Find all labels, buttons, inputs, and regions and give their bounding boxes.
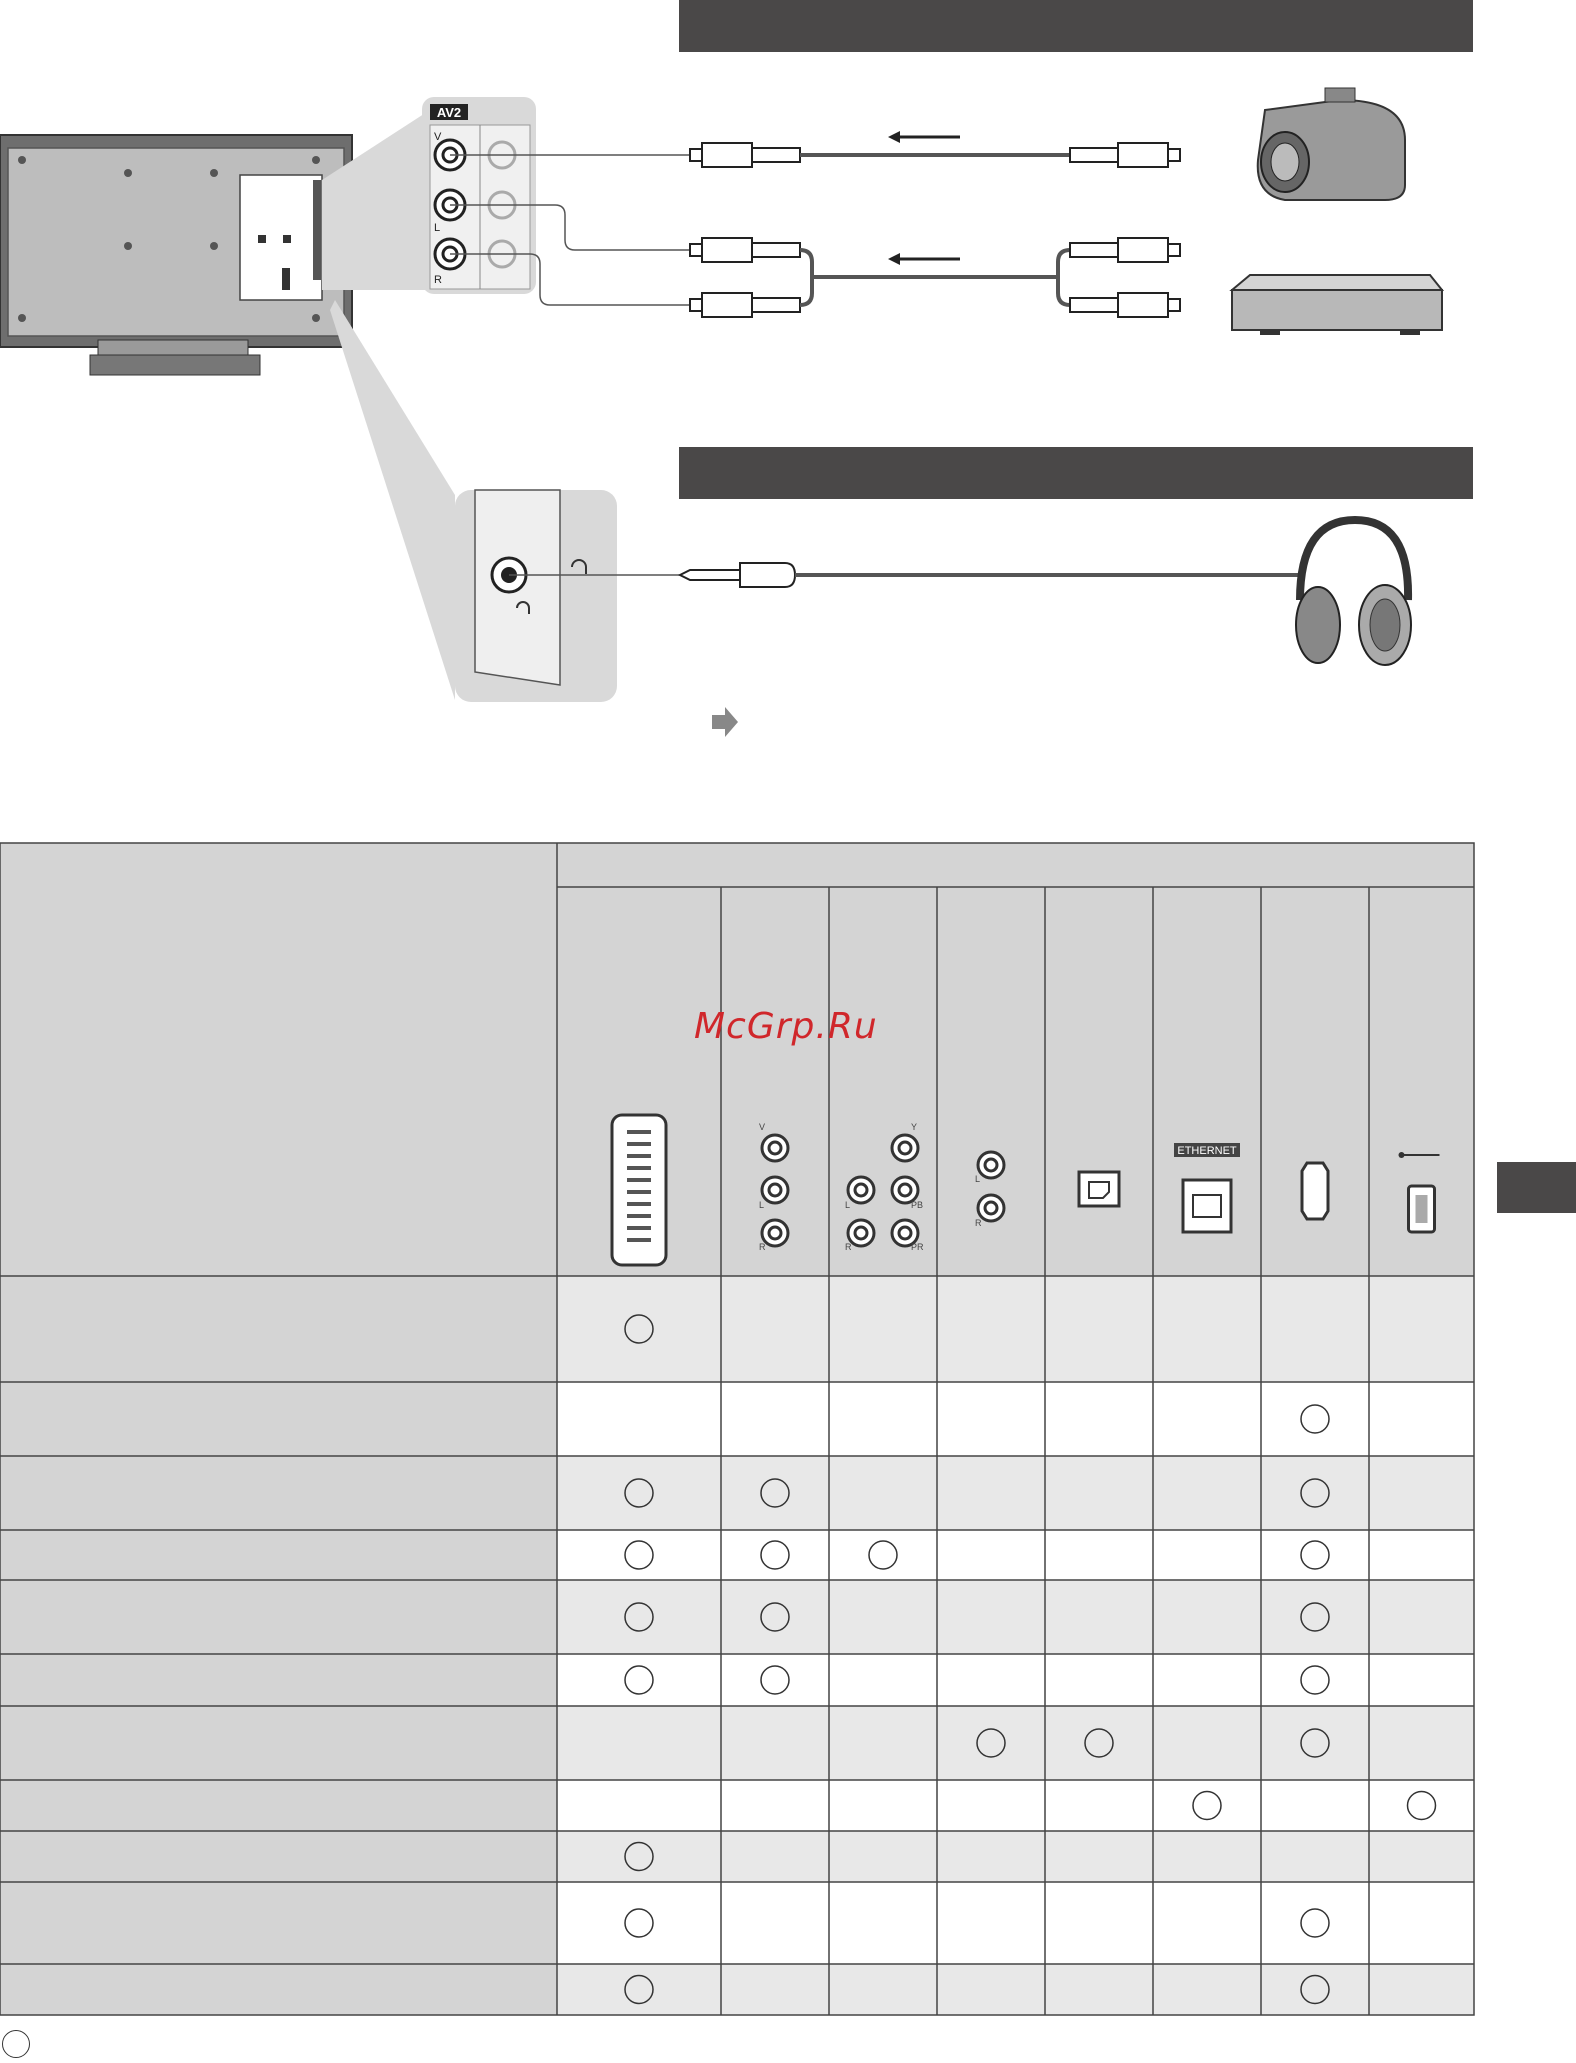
table-row-bg bbox=[557, 1882, 1474, 1964]
optical-digital-icon bbox=[1079, 1172, 1119, 1206]
ethernet-port-icon bbox=[1174, 1143, 1240, 1232]
hdmi-port-icon bbox=[1302, 1163, 1328, 1219]
table-row-bg bbox=[557, 1831, 1474, 1882]
table-row-bg bbox=[557, 1706, 1474, 1780]
svg-text:AV2: AV2 bbox=[436, 105, 462, 120]
watermark: McGrp.Ru bbox=[694, 1006, 878, 1047]
svg-text:PB: PB bbox=[911, 1200, 924, 1210]
table-row-bg bbox=[557, 1456, 1474, 1530]
table-row-bg bbox=[557, 1382, 1474, 1456]
table-row-bg bbox=[557, 1276, 1474, 1382]
svg-text:L: L bbox=[434, 222, 441, 234]
svg-text:R: R bbox=[975, 1218, 982, 1228]
svg-text:L: L bbox=[759, 1200, 765, 1210]
table-row-bg bbox=[557, 1654, 1474, 1706]
table-row-bg bbox=[557, 1780, 1474, 1831]
svg-text:Y: Y bbox=[911, 1122, 918, 1132]
svg-text:R: R bbox=[845, 1242, 852, 1252]
svg-text:ETHERNET: ETHERNET bbox=[1177, 1145, 1237, 1157]
svg-text:R: R bbox=[759, 1242, 766, 1252]
svg-text:V: V bbox=[434, 131, 442, 143]
legend-circle-icon bbox=[2, 2030, 30, 2058]
composite-rca-icon bbox=[759, 1122, 788, 1252]
scart-connector-icon bbox=[612, 1115, 666, 1265]
svg-text:L: L bbox=[845, 1200, 851, 1210]
table-row-bg bbox=[557, 1530, 1474, 1580]
svg-text:PR: PR bbox=[911, 1242, 924, 1252]
svg-text:R: R bbox=[434, 274, 442, 286]
table-row-bg bbox=[557, 1580, 1474, 1654]
svg-text:L: L bbox=[975, 1174, 981, 1184]
table-row-bg bbox=[557, 1964, 1474, 2015]
svg-text:V: V bbox=[759, 1122, 766, 1132]
side-tab bbox=[1497, 1162, 1576, 1213]
